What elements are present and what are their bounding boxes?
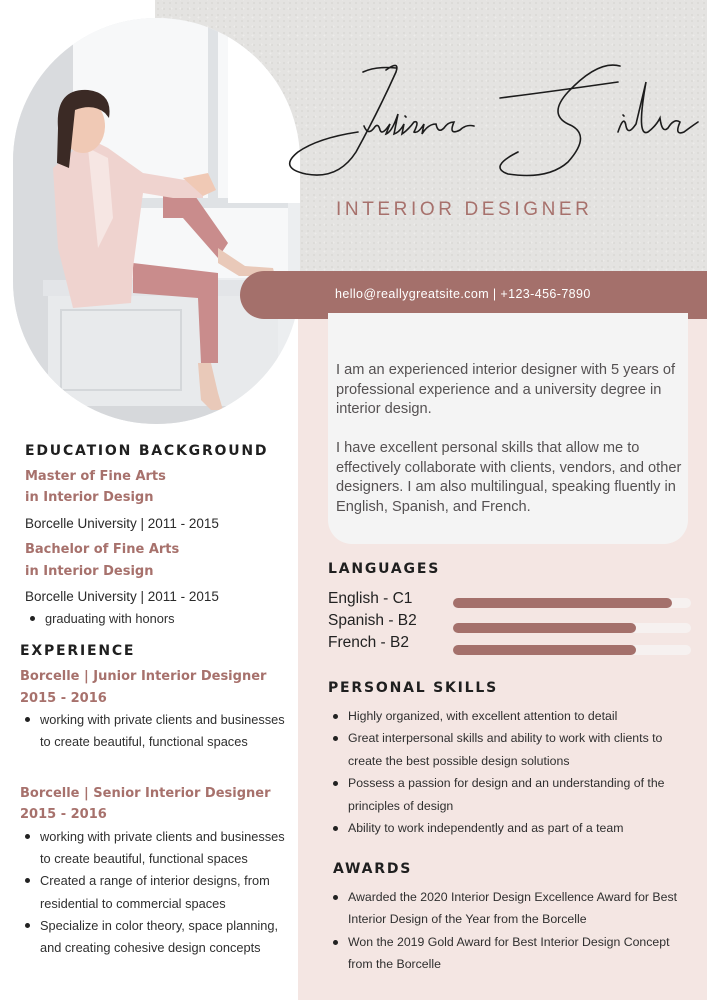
job-title: INTERIOR DESIGNER bbox=[336, 199, 593, 220]
list-item: Highly organized, with excellent attention to detail bbox=[328, 705, 690, 727]
language-label: English - C1 bbox=[328, 590, 413, 607]
language-level-bar bbox=[453, 623, 691, 633]
languages-heading: LANGUAGES bbox=[328, 561, 441, 577]
skills-heading: PERSONAL SKILLS bbox=[328, 680, 499, 696]
experience-bullets bbox=[20, 826, 296, 959]
summary-card bbox=[328, 313, 688, 544]
language-level-bar bbox=[453, 645, 691, 655]
profile-photo bbox=[13, 18, 300, 424]
language-label: Spanish - B2 bbox=[328, 612, 417, 629]
experience-heading: EXPERIENCE bbox=[20, 643, 136, 659]
job-dates: 2015 - 2016 bbox=[20, 691, 107, 706]
name-signature bbox=[268, 52, 707, 192]
school-line: Borcelle University | 2011 - 2015 bbox=[25, 589, 219, 604]
language-label: French - B2 bbox=[328, 634, 409, 651]
job-position: Borcelle | Senior Interior Designer bbox=[20, 786, 271, 801]
degree-title: in Interior Design bbox=[25, 490, 154, 505]
list-item: Awarded the 2020 Interior Design Excellence Award for Best Interior Design of the Year from the Borcelle bbox=[328, 886, 690, 931]
contact-bar bbox=[240, 271, 707, 319]
language-level-bar bbox=[453, 598, 691, 608]
list-item: Possess a passion for design and an understanding of the principles of design bbox=[328, 772, 690, 817]
language-level-fill bbox=[453, 598, 672, 608]
language-level-fill bbox=[453, 623, 636, 633]
language-level-fill bbox=[453, 645, 636, 655]
list-item: working with private clients and businesses to create beautiful, functional spaces bbox=[20, 709, 296, 753]
list-item: graduating with honors bbox=[25, 608, 295, 630]
job-position: Borcelle | Junior Interior Designer bbox=[20, 669, 267, 684]
job-dates: 2015 - 2016 bbox=[20, 807, 107, 822]
list-item: Great interpersonal skills and ability to work with clients to create the best possible design solutions bbox=[328, 727, 690, 772]
list-item: Ability to work independently and as part of a team bbox=[328, 817, 690, 839]
awards-list bbox=[328, 886, 690, 976]
contact-info[interactable]: hello@reallygreatsite.com | +123-456-7890 bbox=[335, 287, 591, 301]
list-item: Specialize in color theory, space planning, and creating cohesive design concepts bbox=[20, 915, 296, 959]
awards-heading: AWARDS bbox=[333, 861, 413, 877]
summary-paragraph: I have excellent personal skills that allow me to effectively collaborate with clients, vendors, and other designers. I am also multilingual, speaking fluently in English, Spanish, and French. bbox=[336, 440, 682, 516]
experience-bullets bbox=[20, 709, 296, 753]
degree-title: in Interior Design bbox=[25, 564, 154, 579]
summary-paragraph: I am an experienced interior designer with 5 years of professional experience and a university degree in interior design. bbox=[336, 362, 676, 418]
skills-list bbox=[328, 705, 690, 839]
list-item: working with private clients and businesses to create beautiful, functional spaces bbox=[20, 826, 296, 870]
education-notes bbox=[25, 608, 295, 630]
education-heading: EDUCATION BACKGROUND bbox=[25, 443, 269, 459]
degree-title: Master of Fine Arts bbox=[25, 469, 166, 484]
list-item: Created a range of interior designs, from residential to commercial spaces bbox=[20, 870, 296, 914]
list-item: Won the 2019 Gold Award for Best Interior Design Concept from the Borcelle bbox=[328, 931, 690, 976]
degree-title: Bachelor of Fine Arts bbox=[25, 542, 180, 557]
school-line: Borcelle University | 2011 - 2015 bbox=[25, 516, 219, 531]
